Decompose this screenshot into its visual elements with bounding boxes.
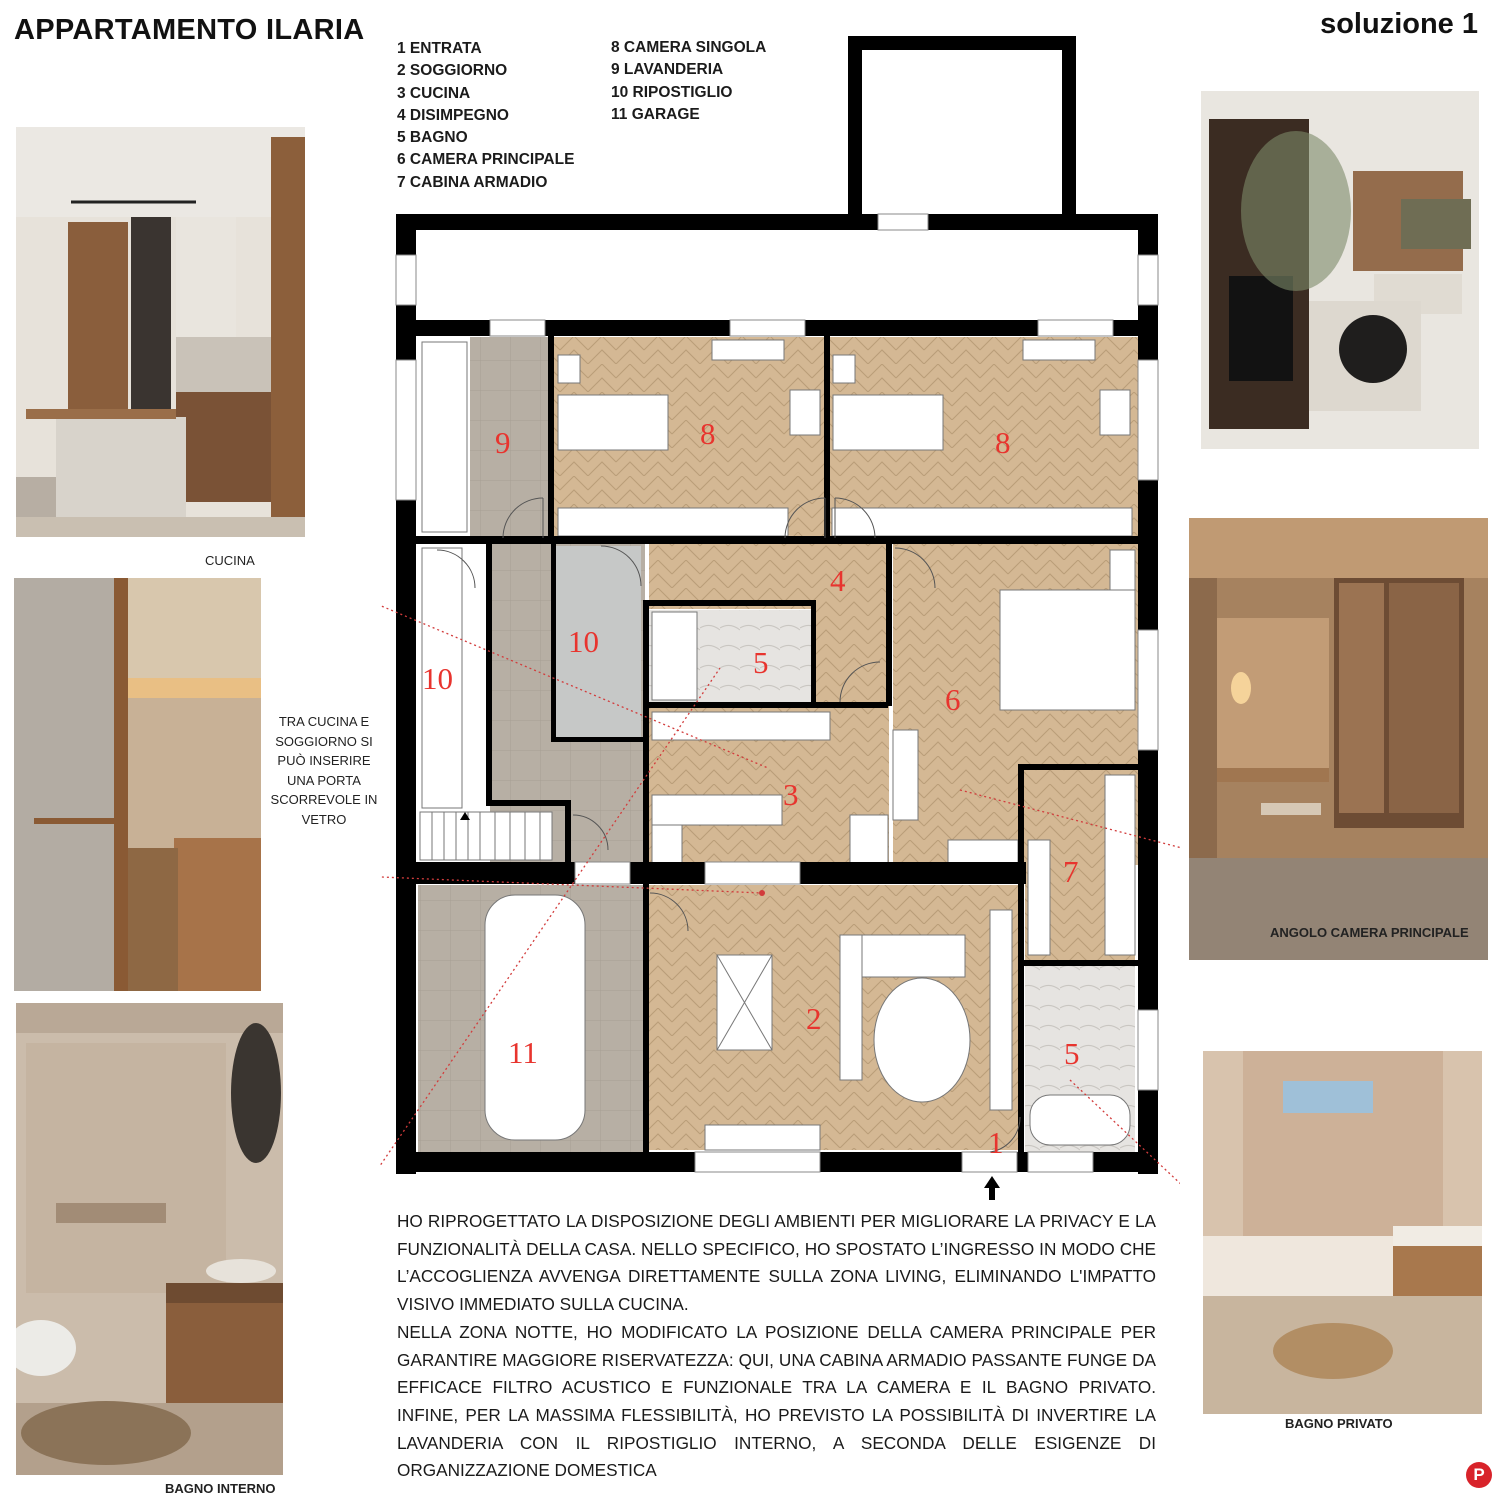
project-description xyxy=(397,1208,1156,1485)
room-number-4: 4 xyxy=(830,563,846,598)
room-number-11: 11 xyxy=(508,1035,538,1070)
room-number-10b: 10 xyxy=(422,661,453,696)
legend-item: 4 DISIMPEGNO xyxy=(397,106,509,124)
room-number-7: 7 xyxy=(1063,854,1079,889)
room-number-6: 6 xyxy=(945,682,961,717)
legend-item: 5 BAGNO xyxy=(397,129,468,147)
internal-bathroom-photo xyxy=(16,1003,283,1475)
master-bedroom-caption: ANGOLO CAMERA PRINCIPALE xyxy=(1270,925,1469,940)
room-number-5a: 5 xyxy=(753,645,769,680)
floor-plan xyxy=(380,30,1180,1200)
corridor-floor xyxy=(649,543,889,609)
legend-item: 6 CAMERA PRINCIPALE xyxy=(397,151,575,169)
materials-moodboard-photo xyxy=(1201,91,1479,449)
room-number-10a: 10 xyxy=(568,624,599,659)
glass-door-photo xyxy=(14,578,261,991)
room-number-9: 9 xyxy=(495,425,511,460)
kitchen-caption: CUCINA xyxy=(205,553,255,568)
legend-item: 9 LAVANDERIA xyxy=(611,61,724,79)
private-bathroom-photo xyxy=(1203,1051,1482,1414)
legend-item: 2 SOGGIORNO xyxy=(397,62,508,80)
pinterest-icon[interactable]: P xyxy=(1466,1462,1492,1488)
room-number-2: 2 xyxy=(806,1001,822,1036)
private-bathroom-caption: BAGNO PRIVATO xyxy=(1285,1416,1393,1431)
solution-label: soluzione 1 xyxy=(1320,8,1478,40)
page-title: APPARTAMENTO ILARIA xyxy=(14,14,365,46)
legend-item: 1 ENTRATA xyxy=(397,40,482,57)
description-paragraph: NELLA ZONA NOTTE, HO MODIFICATO LA POSIZIONE DELLA CAMERA PRINCIPALE PER GARANTIRE MAGGIORE RISERVATEZZA: QUI, UNA CABINA ARMADIO PASSANTE FUNGE DA EFFICACE FILTRO ACUSTICO E FUNZIONALE TRA LA CAMERA E IL BAGNO PRIVATO. INFINE, PER LA MASSIMA FLESSIBILITÀ, HO PREVISTO LA POSSIBILITÀ DI INVERTIRE LA LAVANDERIA CON IL RIPOSTIGLIO INTERNO, A SECONDA DELLE ESIGENZE DI ORGANIZZAZIONE DOMESTICA xyxy=(397,1321,1156,1481)
legend-item: 3 CUCINA xyxy=(397,84,471,102)
arrow-up-icon xyxy=(984,1176,1000,1200)
sliding-door-note: TRA CUCINA E SOGGIORNO SI PUÒ INSERIRE UNA PORTA SCORREVOLE IN VETRO xyxy=(270,714,378,827)
master-bedroom-corner-photo xyxy=(1189,518,1488,960)
internal-bathroom-caption: BAGNO INTERNO xyxy=(165,1481,276,1496)
description-paragraph: HO RIPROGETTATO LA DISPOSIZIONE DEGLI AMBIENTI PER MIGLIORARE LA PRIVACY E LA FUNZIONALITÀ DELLA CASA. NELLO SPECIFICO, HO SPOSTATO L’INGRESSO IN MODO CHE L’ACCOGLIENZA AVVENGA DIRETTAMENTE SULLA ZONA LIVING, ELIMINANDO L'IMPATTO VISIVO IMMEDIATO SULLA CUCINA. xyxy=(397,1211,1156,1315)
room-number-1: 1 xyxy=(988,1125,1004,1160)
legend-item: 11 GARAGE xyxy=(611,105,700,123)
legend-item: 7 CABINA ARMADIO xyxy=(397,173,548,191)
kitchen-photo xyxy=(16,127,305,537)
room-number-8b: 8 xyxy=(995,425,1011,460)
legend-item: 10 RIPOSTIGLIO xyxy=(611,83,733,101)
legend-item: 8 CAMERA SINGOLA xyxy=(611,39,767,56)
room-number-5b: 5 xyxy=(1064,1036,1080,1071)
room-number-3: 3 xyxy=(783,777,799,812)
room-number-8a: 8 xyxy=(700,416,716,451)
